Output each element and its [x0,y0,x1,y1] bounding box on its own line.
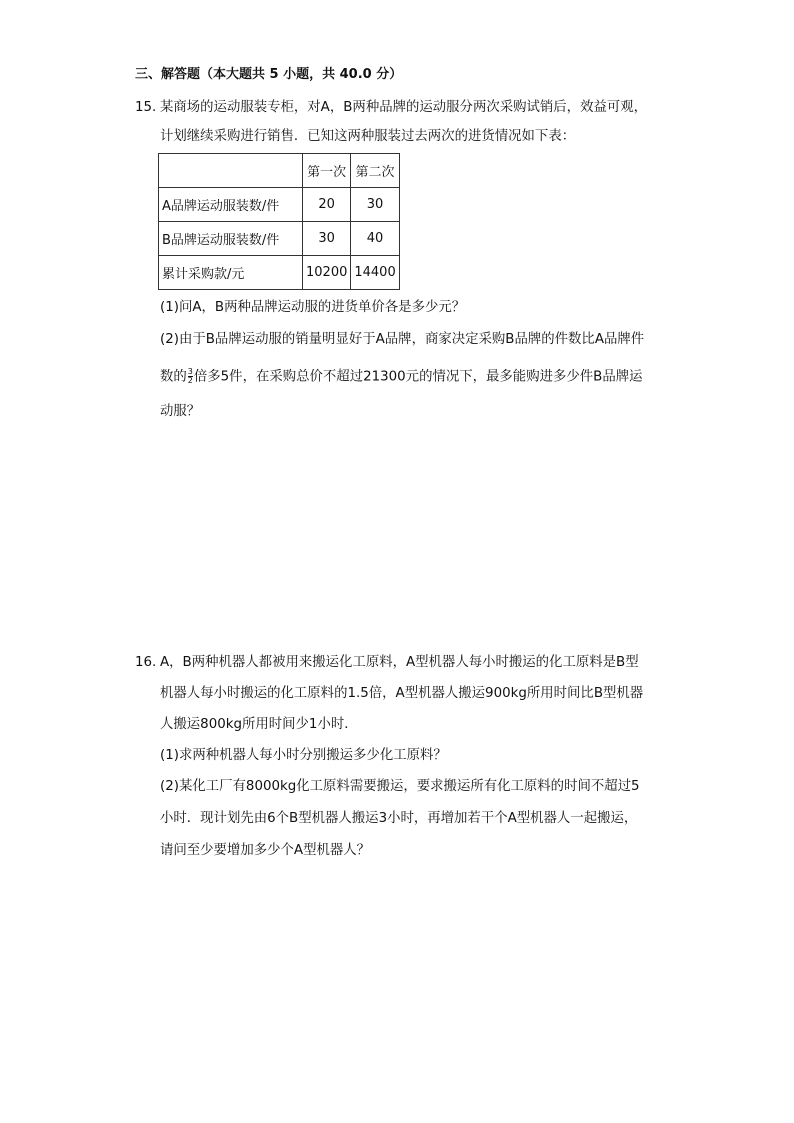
table-cell: 14400 [351,256,399,290]
question-15-part-1: (1)问A，B两种品牌运动服的进货单价各是多少元？ [160,300,466,315]
fraction-denominator: 2 [187,376,193,385]
question-15-number: 15. [135,100,157,115]
table-row [159,188,400,222]
section-header: 三、解答题（本大题共 5 小题，共 40.0 分） [135,67,403,82]
part-2-text-before-fraction: 数的 [160,369,187,385]
table-header-cell: 第二次 [351,154,399,188]
question-16-part-1: (1)求两种机器人每小时分别搬运多少化工原料？ [160,748,447,763]
table-row [159,256,400,290]
table-cell: A品牌运动服装数/件 [159,188,303,222]
table-header-cell [159,154,303,188]
table-cell: 30 [303,222,351,256]
question-15-part-2-line-1: (2)由于B品牌运动服的销量明显好于A品牌，商家决定采购B品牌的件数比A品牌件 [160,332,645,347]
table-cell: 10200 [303,256,351,290]
fraction-three-halves [188,368,193,385]
question-16-line-1: A，B两种机器人都被用来搬运化工原料，A型机器人每小时搬运的化工原料是B型 [160,655,639,670]
question-16-line-2: 机器人每小时搬运的化工原料的1.5倍，A型机器人搬运900kg所用时间比B型机器 [160,686,644,701]
question-15-part-2-line-2 [160,368,643,386]
table-row [159,222,400,256]
question-15-part-2-line-3: 动服？ [160,404,201,419]
question-16-part-2-line-3: 请问至少要增加多少个A型机器人？ [160,843,371,858]
fraction-numerator: 3 [187,367,193,376]
table-cell: 30 [351,188,399,222]
table-header-cell: 第一次 [303,154,351,188]
question-16-line-3: 人搬运800kg所用时间少1小时． [160,717,358,732]
question-15-line-1: 某商场的运动服装专柜，对A，B两种品牌的运动服分两次采购试销后，效益可观， [160,100,648,115]
table-header-row [159,154,400,188]
table-cell: B品牌运动服装数/件 [159,222,303,256]
table-cell: 累计采购款/元 [159,256,303,290]
question-16-part-2-line-2: 小时．现计划先由6个B型机器人搬运3小时，再增加若干个A型机器人一起搬运， [160,811,638,826]
purchase-table [158,153,400,290]
question-16-number: 16. [135,655,157,670]
table-cell: 20 [303,188,351,222]
question-15-line-2: 计划继续采购进行销售．已知这两种服装过去两次的进货情况如下表： [160,129,576,144]
table-cell: 40 [351,222,399,256]
question-16-part-2-line-1: (2)某化工厂有8000kg化工原料需要搬运，要求搬运所有化工原料的时间不超过5 [160,779,640,794]
part-2-text-after-fraction: 倍多5件，在采购总价不超过21300元的情况下，最多能购进多少件B品牌运 [193,369,643,385]
